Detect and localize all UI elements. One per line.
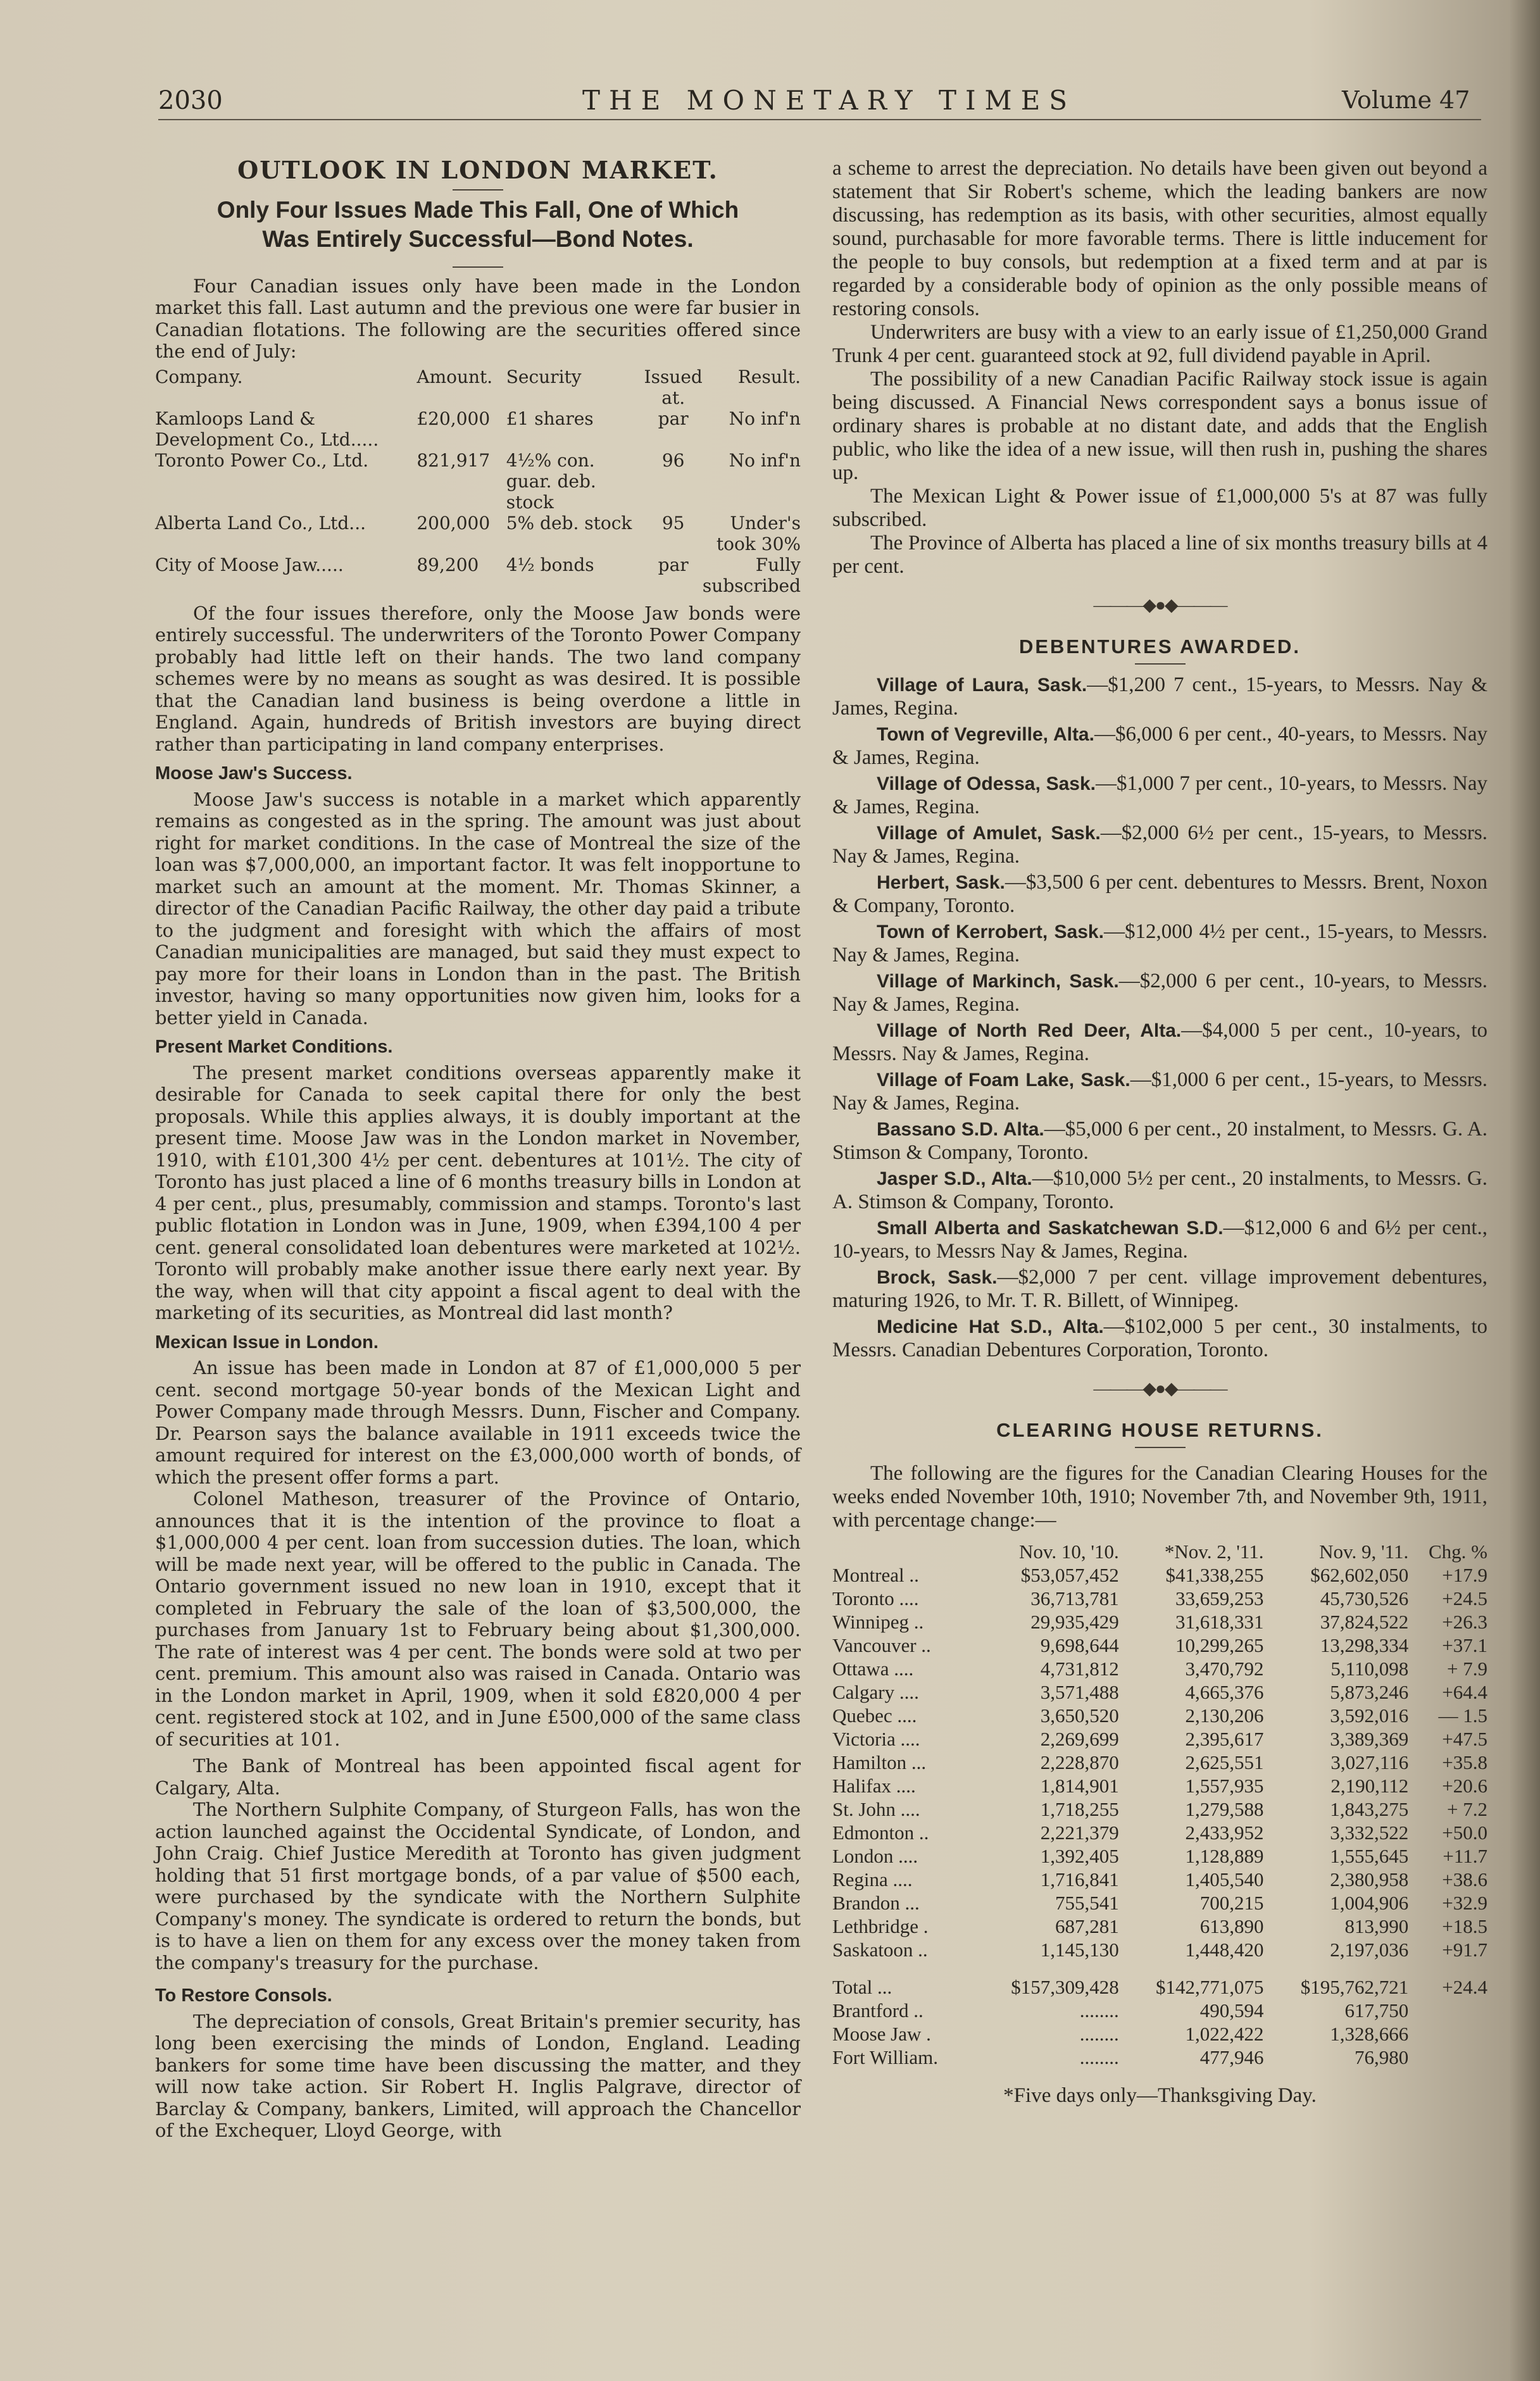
clr-value: 3,027,116 xyxy=(1330,1751,1409,1773)
debenture-item xyxy=(832,1266,1487,1313)
subtitle-divider xyxy=(453,266,503,268)
clr-value: $53,057,452 xyxy=(1020,1564,1119,1586)
securities-table xyxy=(155,366,801,596)
clr-value: +47.5 xyxy=(1442,1728,1487,1750)
debenture-item xyxy=(832,970,1487,1016)
clr-city: Halifax .... xyxy=(832,1775,916,1797)
debenture-place: Village of Odessa, Sask. xyxy=(877,773,1096,794)
debenture-place: Medicine Hat S.D., Alta. xyxy=(877,1316,1104,1337)
debenture-item xyxy=(832,723,1487,770)
clr-value: +24.4 xyxy=(1442,1976,1487,1998)
clr-value: 2,190,112 xyxy=(1330,1775,1409,1797)
paragraph: The Mexican Light & Power issue of £1,000,000 5's at 87 was fully subscribed. xyxy=(832,485,1487,531)
table-row xyxy=(832,1915,1487,1938)
clr-value: 37,824,522 xyxy=(1320,1611,1409,1633)
cell-amount: 821,917 xyxy=(416,449,491,471)
table-row xyxy=(832,1563,1487,1587)
left-column xyxy=(155,146,801,2142)
debenture-terms: —$6,000 6 per cent., 40-years, to Messrs. Nay & James, Regina. xyxy=(832,723,1487,769)
paragraph: An issue has been made in London at 87 of £1,000,000 5 per cent. second mortgage 50-year bonds of the Mexican Light and Power Company made through Messrs. Dunn, Fischer and Company. Dr. Pearson says the balance available in 1911 exceeds twice the amount required for interest on the £3,000,000 worth of bonds, of which the present offer forms a part. xyxy=(155,1357,801,1488)
clr-value: 1,555,645 xyxy=(1330,1845,1409,1867)
debenture-item xyxy=(832,1118,1487,1165)
paragraph: Moose Jaw's success is notable in a market which apparently remains as congested as in the spring. The amount was just about right for market conditions. In the case of Montreal the size of the loan was $7,000,000, an important factor. It was felt inopportune to market such an amount at the moment. Mr. Thomas Skinner, a director of the Canadian Pacific Railway, the other day paid a tribute to the judgment and foresight with which the affairs of most Canadian municipalities are managed, but said they must expect to pay more for their loans in London than in the past. The British investor, having so many opportunities now given him, looks for a better yield in Canada. xyxy=(155,788,801,1028)
debenture-place: Town of Kerrobert, Sask. xyxy=(877,922,1104,942)
debenture-terms: —$2,000 6½ per cent., 15-years, to Messrs. Nay & James, Regina. xyxy=(832,822,1487,868)
table-row xyxy=(832,1587,1487,1610)
clr-city: Calgary .... xyxy=(832,1681,919,1703)
debenture-place: Small Alberta and Saskatchewan S.D. xyxy=(877,1218,1224,1239)
clearing-total-row xyxy=(832,1961,1487,1999)
table-row xyxy=(155,513,801,554)
debenture-terms: —$12,000 6 and 6½ per cent., 10-years, to Messrs Nay & James, Regina. xyxy=(832,1216,1487,1263)
th-issued: Issued at. xyxy=(644,366,703,408)
cell-security: 4½ bonds xyxy=(506,554,594,575)
cell-issued: par xyxy=(658,554,689,575)
clr-value: 1,145,130 xyxy=(1040,1939,1119,1961)
clr-value: 3,470,792 xyxy=(1185,1658,1264,1680)
article-subtitle: Only Four Issues Made This Fall, One of Which Was Entirely Successful—Bond Notes. xyxy=(216,196,739,252)
clr-value: 2,130,206 xyxy=(1185,1704,1264,1727)
clr-city: Saskatoon .. xyxy=(832,1939,928,1961)
cell-issued: 96 xyxy=(661,449,685,471)
clr-value: ........ xyxy=(1079,1999,1119,2022)
table-row xyxy=(832,1610,1487,1634)
table-row xyxy=(832,1938,1487,1961)
paragraph: Colonel Matheson, treasurer of the Province of Ontario, announces that it is the intention of the province to float a $1,000,000 4 per cent. loan from succession duties. The loan, which will be made next year, will be offered to the public in Canada. The Ontario government issued no new loan in 1910, except that it completed in February the sale of the loan of $3,500,000, the purchases from January 1st to February being about $1,300,000. The rate of interest was 4 per cent. The bonds were sold at two per cent. premium. This amount also was raised in Canada. Ontario was in the London market in April, 1909, when it sold £820,000 4 per cent. registered stock at 102, and in June £500,000 of the same class of securities at 101. xyxy=(155,1488,801,1750)
table-row xyxy=(832,2046,1487,2069)
volume-label: Volume 47 xyxy=(1342,86,1470,114)
clr-value: + 7.2 xyxy=(1447,1798,1487,1820)
clr-value: 4,731,812 xyxy=(1040,1658,1119,1680)
clr-value: 1,716,841 xyxy=(1040,1868,1119,1890)
debenture-terms: —$5,000 6 per cent., 20 instalment, to Messrs. G. A. Stimson & Company, Toronto. xyxy=(832,1118,1488,1164)
debenture-terms: —$1,200 7 cent., 15-years, to Messrs. Nay & James, Regina. xyxy=(832,673,1487,720)
debenture-terms: —$102,000 5 per cent., 30 instalments, to Messrs. Canadian Debentures Corporation, Toronto. xyxy=(832,1315,1487,1361)
th-security: Security xyxy=(506,366,582,387)
cell-company: Kamloops Land & Development Co., Ltd..... xyxy=(155,408,379,450)
clr-value: +17.9 xyxy=(1442,1564,1487,1586)
table-row xyxy=(155,554,801,596)
clr-value: 1,328,666 xyxy=(1330,2023,1409,2045)
table-row xyxy=(832,1774,1487,1797)
cell-amount: 89,200 xyxy=(416,554,479,575)
cell-result: Fully subscribed xyxy=(702,554,801,596)
clr-value: 2,228,870 xyxy=(1040,1751,1119,1773)
table-row xyxy=(155,450,801,513)
clearing-header-row xyxy=(832,1540,1487,1563)
debenture-place: Town of Vegreville, Alta. xyxy=(877,724,1094,745)
paragraph: The present market conditions overseas apparently make it desirable for Canada to seek capital there for only the best proposals. While this applies always, it is doubly important at the present time. Moose Jaw was in the London market in November, 1910, with £101,300 4½ per cent. debentures at 101½. The city of Toronto has just placed a line of 6 months treasury bills in London at 4 per cent., plus, presumably, commission and stamps. Toronto's last public flotation in London was in June, 1909, when £394,100 4 per cent. general consolidated loan debentures were marketed at 102½. Toronto will probably make another issue there early next year. By the way, when will that city appoint a fiscal agent to deal with the marketing of its securities, as Montreal did last month? xyxy=(155,1061,801,1323)
clr-value: 13,298,334 xyxy=(1320,1634,1409,1656)
clr-value: 2,221,379 xyxy=(1040,1822,1119,1844)
section-heading: Mexican Issue in London. xyxy=(155,1332,379,1353)
clr-value: 617,750 xyxy=(1344,1999,1409,2022)
footnote: *Five days only—Thanksgiving Day. xyxy=(1003,2084,1317,2107)
clr-value: +38.6 xyxy=(1442,1868,1487,1890)
cell-security: 5% deb. stock xyxy=(506,512,632,534)
debenture-item xyxy=(832,1315,1487,1362)
cell-amount: 200,000 xyxy=(416,512,491,534)
clr-value: 613,890 xyxy=(1199,1915,1264,1937)
clr-value: 4,665,376 xyxy=(1185,1681,1264,1703)
cell-result: No inf'n xyxy=(729,449,801,471)
paragraph: The following are the figures for the Canadian Clearing Houses for the weeks ended November 10th, 1910; November 7th, and November 9th, 1911, with percentage change:— xyxy=(832,1462,1487,1532)
clr-value: 2,269,699 xyxy=(1040,1728,1119,1750)
ornament-divider: ———◆●◆——— xyxy=(1093,1379,1227,1399)
paragraph: The Bank of Montreal has been appointed fiscal agent for Calgary, Alta. xyxy=(155,1755,801,1799)
header-rule xyxy=(158,119,1481,120)
article-title: OUTLOOK IN LONDON MARKET. xyxy=(237,156,718,184)
clr-value: 1,392,405 xyxy=(1040,1845,1119,1867)
clr-value: 477,946 xyxy=(1199,2046,1264,2068)
clr-value: 1,279,588 xyxy=(1185,1798,1264,1820)
clr-city: Victoria .... xyxy=(832,1728,920,1750)
table-row xyxy=(832,1868,1487,1891)
debenture-place: Village of Markinch, Sask. xyxy=(877,971,1119,992)
clr-value: 755,541 xyxy=(1055,1892,1119,1914)
clr-value: 1,814,901 xyxy=(1040,1775,1119,1797)
clr-value: 1,004,906 xyxy=(1330,1892,1409,1914)
clr-value: ........ xyxy=(1079,2046,1119,2068)
clr-value: $41,338,255 xyxy=(1165,1564,1264,1586)
paragraph: The depreciation of consols, Great Britain's premier security, has long been exercising the minds of London, England. Leading bankers for some time have been discussing the matter, and they will now take action. Sir Robert H. Inglis Palgrave, director of Barclay & Company, bankers, Limited, will approach the Chancellor of the Exchequer, Lloyd George, with xyxy=(155,2010,801,2141)
table-row xyxy=(832,1751,1487,1774)
clr-value: — 1.5 xyxy=(1438,1704,1487,1727)
paragraph: a scheme to arrest the depreciation. No details have been given out beyond a statement that Sir Robert's scheme, which the leading bankers are now discussing, has redemption as its basis, with other securities, almost equally sound, purchasable for more favorable terms. There is little inducement for the people to buy consols, but redemption at a fixed term and at par is regarded by a considerable body of opinion as the only possible means of restoring consols. xyxy=(832,157,1487,320)
debenture-item xyxy=(832,1216,1487,1263)
cell-company: Toronto Power Co., Ltd. xyxy=(155,449,369,471)
cell-security: 4½% con. guar. deb. stock xyxy=(506,449,596,513)
paragraph: Four Canadian issues only have been made in the London market this fall. Last autumn and the previous one were far busier in Canadian flotations. The following are the securities offered since the end of July: xyxy=(155,275,801,362)
clr-city: Toronto .... xyxy=(832,1587,919,1609)
table-row xyxy=(832,1821,1487,1844)
ornament-divider: ———◆●◆——— xyxy=(1093,596,1227,615)
debenture-terms: —$1,000 6 per cent., 15-years, to Messrs. Nay & James, Regina. xyxy=(832,1068,1487,1115)
debenture-item xyxy=(832,871,1487,918)
paragraph: Underwriters are busy with a view to an early issue of £1,250,000 Grand Trunk 4 per cent. guaranteed stock at 92, full dividend payable in April. xyxy=(832,321,1487,367)
table-row xyxy=(832,1891,1487,1915)
clr-value: 1,448,420 xyxy=(1185,1939,1264,1961)
clr-value: 45,730,526 xyxy=(1320,1587,1409,1609)
page-number: 2030 xyxy=(158,86,223,115)
publication-title: THE MONETARY TIMES xyxy=(582,85,1076,116)
paragraph: The possibility of a new Canadian Pacific Railway stock issue is again being discussed. A Financial News correspondent says a bonus issue of ordinary shares is probable at no distant date, and adds that the English public, who like the idea of a new issue, will then rush in, pushing the shares up. xyxy=(832,368,1487,484)
section-heading: To Restore Consols. xyxy=(155,1985,332,2006)
cell-issued: 95 xyxy=(661,512,685,534)
clr-city: Lethbridge . xyxy=(832,1915,929,1937)
clr-city: Ottawa .... xyxy=(832,1658,914,1680)
debenture-terms: —$3,500 6 per cent. debentures to Messrs. Brent, Noxon & Company, Toronto. xyxy=(832,871,1487,917)
clr-value: 5,873,246 xyxy=(1330,1681,1409,1703)
paragraph: The Northern Sulphite Company, of Sturgeon Falls, has won the action launched against the Occidental Syndicate, of London, and John Craig. Chief Justice Meredith at Toronto has given judgment holding that 51 first mortgage bonds, of a par value of $500 each, were purchased by the syndicate with the Northern Sulphite Company's money. The syndicate is ordered to return the bonds, but is to have a lien on them for any excess over the money taken from the company's treasury for the purchase. xyxy=(155,1799,801,1973)
cell-result: Under's took 30% xyxy=(716,512,801,554)
clr-value: 813,990 xyxy=(1344,1915,1409,1937)
clr-value: 1,843,275 xyxy=(1330,1798,1409,1820)
clr-city: Vancouver .. xyxy=(832,1634,931,1656)
clr-value: 1,022,422 xyxy=(1185,2023,1264,2045)
debenture-place: Brock, Sask. xyxy=(877,1267,998,1288)
debenture-terms: —$2,000 7 per cent. village improvement debentures, maturing 1926, to Mr. T. R. Billett, of Winnipeg. xyxy=(832,1266,1487,1312)
table-row xyxy=(832,2022,1487,2046)
debenture-item xyxy=(832,1019,1487,1066)
clr-value: 1,718,255 xyxy=(1040,1798,1119,1820)
clr-city: Brantford .. xyxy=(832,1999,923,2022)
clr-value: 3,332,522 xyxy=(1330,1822,1409,1844)
clr-value: $142,771,075 xyxy=(1155,1976,1264,1998)
clr-th: Chg. % xyxy=(1429,1540,1487,1563)
debenture-item xyxy=(832,920,1487,967)
debentures-list xyxy=(832,673,1487,1362)
clr-city: Regina .... xyxy=(832,1868,913,1890)
debenture-place: Village of Foam Lake, Sask. xyxy=(877,1070,1130,1091)
th-amount: Amount. xyxy=(416,366,493,387)
clr-value: 29,935,429 xyxy=(1030,1611,1119,1633)
clr-th: *Nov. 2, '11. xyxy=(1164,1540,1264,1563)
clr-th: Nov. 10, '10. xyxy=(1019,1540,1119,1563)
clr-value: +26.3 xyxy=(1442,1611,1487,1633)
clr-city: Moose Jaw . xyxy=(832,2023,931,2045)
debenture-item xyxy=(832,772,1487,819)
debenture-item xyxy=(832,1068,1487,1115)
running-header xyxy=(0,81,1540,119)
debenture-place: Village of Laura, Sask. xyxy=(877,675,1087,696)
clr-city: St. John .... xyxy=(832,1798,920,1820)
clr-value: 36,713,781 xyxy=(1030,1587,1119,1609)
clr-value: 2,433,952 xyxy=(1185,1822,1264,1844)
table-row xyxy=(832,1727,1487,1751)
clr-city: Fort William. xyxy=(832,2046,938,2068)
debenture-place: Herbert, Sask. xyxy=(877,872,1005,893)
clr-value: 2,197,036 xyxy=(1330,1939,1409,1961)
clr-value: 3,571,488 xyxy=(1040,1681,1119,1703)
clr-value: 2,625,551 xyxy=(1185,1751,1264,1773)
th-result: Result. xyxy=(737,366,801,387)
clr-value: +32.9 xyxy=(1442,1892,1487,1914)
clr-value: $157,309,428 xyxy=(1011,1976,1119,1998)
right-column xyxy=(832,157,1487,2108)
cell-amount: £20,000 xyxy=(416,408,491,429)
clr-value: +64.4 xyxy=(1442,1681,1487,1703)
clr-value: 31,618,331 xyxy=(1175,1611,1264,1633)
clr-value: $62,602,050 xyxy=(1310,1564,1409,1586)
clr-value: +35.8 xyxy=(1442,1751,1487,1773)
table-row xyxy=(155,408,801,450)
clr-value: 1,128,889 xyxy=(1185,1845,1264,1867)
debenture-terms: —$12,000 4½ per cent., 15-years, to Messrs. Nay & James, Regina. xyxy=(832,920,1488,966)
debenture-item xyxy=(832,673,1487,720)
clr-value: ........ xyxy=(1079,2023,1119,2045)
clr-value: 2,395,617 xyxy=(1185,1728,1264,1750)
table-row xyxy=(832,1797,1487,1821)
clr-value: 490,594 xyxy=(1199,1999,1264,2022)
table-header-row xyxy=(155,366,801,408)
clr-value: +37.1 xyxy=(1442,1634,1487,1656)
cell-issued: par xyxy=(658,408,689,429)
debenture-item xyxy=(832,822,1487,868)
debenture-terms: —$4,000 5 per cent., 10-years, to Messrs. Nay & James, Regina. xyxy=(832,1019,1487,1065)
debenture-place: Jasper S.D., Alta. xyxy=(877,1168,1032,1189)
clr-value: +91.7 xyxy=(1442,1939,1487,1961)
debentures-heading: DEBENTURES AWARDED. xyxy=(1018,635,1301,658)
debenture-place: Village of Amulet, Sask. xyxy=(877,823,1101,844)
paragraph: Of the four issues therefore, only the Moose Jaw bonds were entirely successful. The underwriters of the Toronto Power Company probably had little left on their hands. The two land company schemes were by no means as sought as was desired. It is possible that the Canadian land business is being overdone a little in England. Again, hundreds of British investors are buying direct rather than participating in land company enterprises. xyxy=(155,602,801,755)
clr-value: 3,592,016 xyxy=(1330,1704,1409,1727)
clr-value: 33,659,253 xyxy=(1175,1587,1264,1609)
debenture-place: Village of North Red Deer, Alta. xyxy=(877,1020,1182,1041)
clr-value: 10,299,265 xyxy=(1175,1634,1264,1656)
clr-value: $195,762,721 xyxy=(1300,1976,1409,1998)
clr-value: 687,281 xyxy=(1055,1915,1119,1937)
clr-value: +50.0 xyxy=(1442,1822,1487,1844)
clr-value: 76,980 xyxy=(1354,2046,1409,2068)
table-row xyxy=(832,1999,1487,2022)
debenture-terms: —$1,000 7 per cent., 10-years, to Messrs. Nay & James, Regina. xyxy=(832,772,1488,818)
debenture-item xyxy=(832,1167,1487,1214)
clr-city: Quebec .... xyxy=(832,1704,917,1727)
th-company: Company. xyxy=(155,366,243,387)
clr-city: Brandon ... xyxy=(832,1892,920,1914)
clr-value: +18.5 xyxy=(1442,1915,1487,1937)
clr-city: Total ... xyxy=(832,1976,892,1998)
table-row xyxy=(832,1657,1487,1680)
clr-value: + 7.9 xyxy=(1447,1658,1487,1680)
clearing-heading: CLEARING HOUSE RETURNS. xyxy=(996,1419,1324,1441)
cell-result: No inf'n xyxy=(729,408,801,429)
section-heading: Moose Jaw's Success. xyxy=(155,763,353,784)
table-row xyxy=(832,1680,1487,1704)
debentures-divider xyxy=(1135,663,1186,665)
clearing-divider xyxy=(1135,1447,1186,1448)
clr-th xyxy=(832,1540,974,1563)
clr-value: 5,110,098 xyxy=(1330,1658,1409,1680)
clr-value: 700,215 xyxy=(1199,1892,1264,1914)
clr-value: +24.5 xyxy=(1442,1587,1487,1609)
table-row xyxy=(832,1634,1487,1657)
clearing-table xyxy=(832,1540,1487,2069)
debenture-place: Bassano S.D. Alta. xyxy=(877,1119,1044,1140)
table-row xyxy=(832,1844,1487,1868)
clr-value: 3,389,369 xyxy=(1330,1728,1409,1750)
clr-value: 1,557,935 xyxy=(1185,1775,1264,1797)
title-divider xyxy=(453,189,503,191)
section-heading: Present Market Conditions. xyxy=(155,1037,393,1057)
clr-city: Edmonton .. xyxy=(832,1822,929,1844)
debenture-terms: —$2,000 6 per cent., 10-years, to Messrs. Nay & James, Regina. xyxy=(832,970,1487,1016)
clr-value: 2,380,958 xyxy=(1330,1868,1409,1890)
cell-security: £1 shares xyxy=(506,408,594,429)
clr-value: 9,698,644 xyxy=(1040,1634,1119,1656)
clr-city: Hamilton ... xyxy=(832,1751,927,1773)
cell-company: City of Moose Jaw..... xyxy=(155,554,344,575)
clr-value: 3,650,520 xyxy=(1040,1704,1119,1727)
table-row xyxy=(832,1704,1487,1727)
cell-company: Alberta Land Co., Ltd... xyxy=(155,512,366,534)
clr-city: Montreal .. xyxy=(832,1564,919,1586)
clr-city: London .... xyxy=(832,1845,918,1867)
clr-city: Winnipeg .. xyxy=(832,1611,924,1633)
clr-th: Nov. 9, '11. xyxy=(1319,1540,1409,1563)
debenture-terms: —$10,000 5½ per cent., 20 instalments, to Messrs. G. A. Stimson & Company, Toronto. xyxy=(832,1167,1487,1213)
clr-value: 1,405,540 xyxy=(1185,1868,1264,1890)
clr-value: +20.6 xyxy=(1442,1775,1487,1797)
paragraph: The Province of Alberta has placed a line of six months treasury bills at 4 per cent. xyxy=(832,532,1487,578)
clr-value: +11.7 xyxy=(1443,1845,1487,1867)
